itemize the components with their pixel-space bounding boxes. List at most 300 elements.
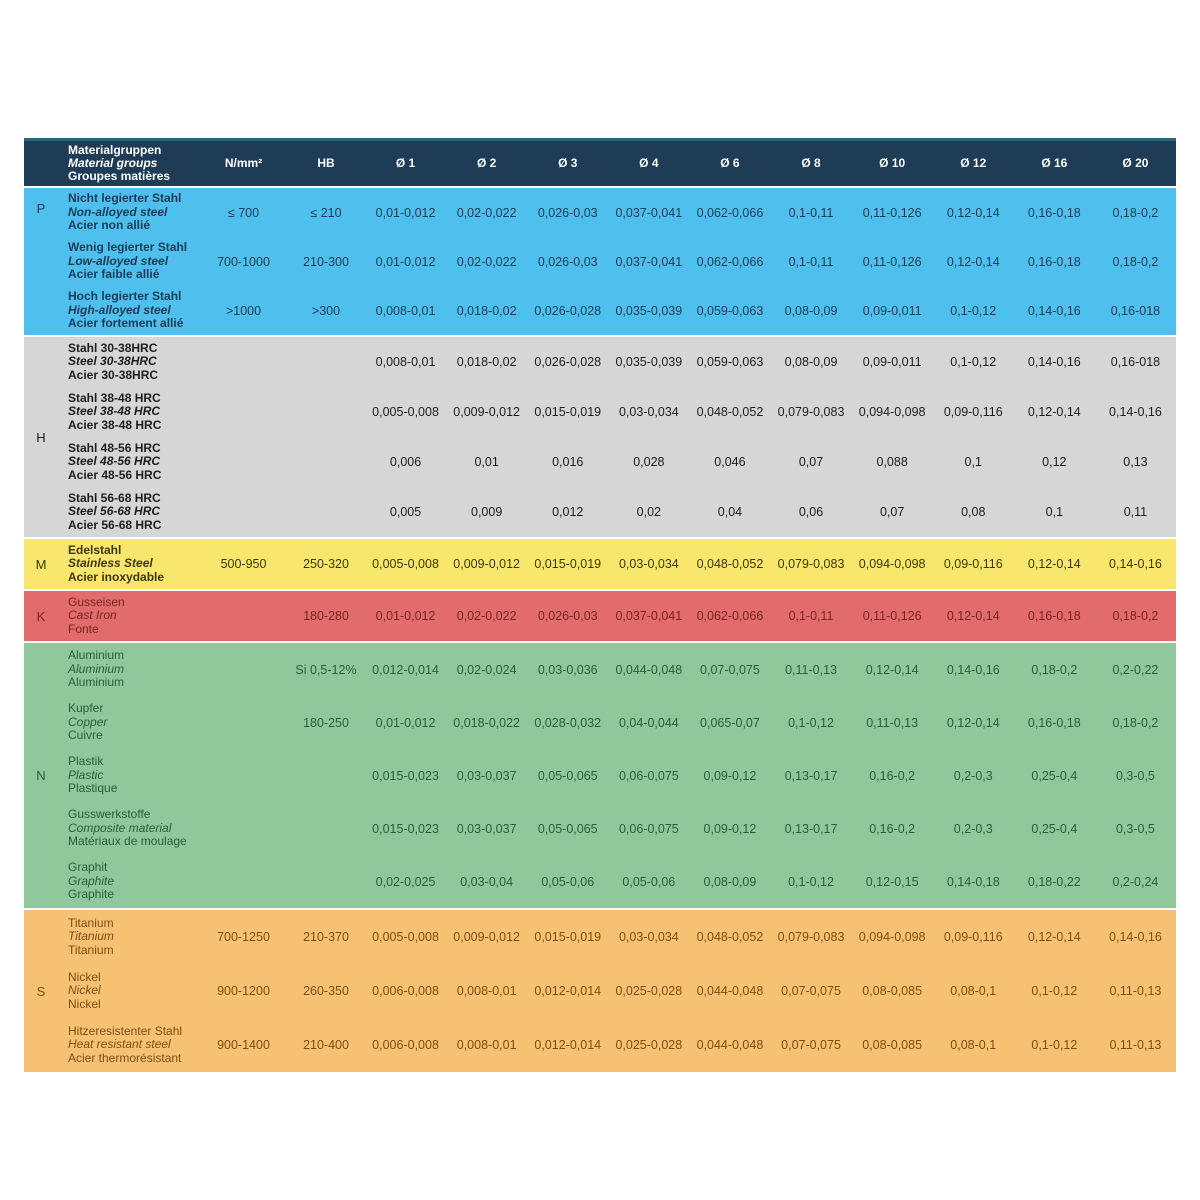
feed-value-cell: 0,18-0,2	[1112, 205, 1159, 220]
col-header-diameter-10: Ø 20	[1122, 156, 1149, 170]
nmm2-value: ≤ 700	[227, 205, 260, 220]
nmm2-value	[200, 387, 287, 437]
feed-value-cell: 0,16-0,18	[1027, 609, 1081, 623]
material-row	[58, 643, 1176, 696]
feed-value-cell: 0,08-0,09	[784, 355, 838, 369]
material-name-en: Steel 48-56 HRC	[68, 454, 161, 469]
feed-value-cell: 0,04	[717, 505, 743, 519]
feed-value-cell: 0,11-0,13	[1109, 1038, 1162, 1052]
col-header-material-line: Materialgruppen	[68, 143, 162, 157]
section-P	[24, 188, 1176, 335]
material-name-en: High-alloyed steel	[68, 302, 171, 317]
material-name-de: Wenig legierter Stahl	[68, 240, 188, 255]
hb-value: 210-370	[303, 930, 349, 944]
feed-value-cell: 0,06-0,075	[618, 768, 679, 783]
feed-value-cell: 0,015-0,023	[372, 768, 439, 783]
material-label	[58, 286, 200, 335]
feed-value-cell: 0,028-0,032	[534, 715, 602, 730]
feed-value-cell: 0,12	[1042, 455, 1067, 469]
feed-value-cell: 0,008-0,01	[375, 303, 436, 318]
feed-value-cell: 0,009-0,012	[453, 930, 520, 944]
material-row	[58, 188, 1176, 237]
section-H	[24, 337, 1176, 537]
feed-value-cell: 0,02-0,025	[375, 874, 436, 889]
feed-value-cell: 0,015-0,019	[534, 405, 602, 419]
material-name-fr: Titanium	[68, 942, 114, 957]
material-name-de: Nickel	[68, 969, 101, 984]
material-row	[58, 749, 1176, 802]
feed-value-cell: 0,1-0,12	[788, 874, 834, 889]
feed-value-cell: 0,03-0,037	[456, 768, 517, 783]
feed-value-cell: 0,1	[1045, 505, 1064, 519]
feed-value-cell: 0,18-0,2	[1112, 609, 1159, 623]
feed-value-cell: 0,11-0,126	[862, 609, 922, 623]
hb-value	[287, 387, 365, 437]
feed-value-cell: 0,05-0,06	[541, 874, 595, 889]
feed-value-cell: 0,035-0,039	[615, 303, 683, 318]
material-cutting-data-table	[24, 138, 1176, 1074]
feed-value-cell: 0,008-0,01	[456, 1038, 517, 1052]
material-row	[58, 910, 1176, 964]
feed-value-cell: 0,08-0,09	[784, 303, 838, 318]
feed-value-cell: 0,009	[471, 505, 503, 519]
feed-value-cell: 0,07-0,075	[700, 662, 760, 677]
material-name-en: Aluminium	[68, 661, 125, 676]
hb-value: 180-280	[303, 609, 349, 623]
feed-value-cell: 0,016	[552, 455, 584, 469]
material-label	[58, 802, 200, 855]
material-label	[58, 749, 200, 802]
feed-value-cell: 0,06-0,075	[618, 821, 679, 836]
feed-value-cell: 0,1-0,11	[788, 254, 834, 269]
feed-value-cell: 0,05-0,06	[622, 874, 676, 889]
material-row	[58, 337, 1176, 387]
hb-value: 180-250	[303, 715, 349, 730]
material-row	[58, 237, 1176, 286]
material-label	[58, 1018, 200, 1072]
feed-value-cell: 0,12-0,14	[1027, 405, 1081, 419]
material-label	[58, 964, 200, 1018]
nmm2-value	[200, 749, 287, 802]
feed-value-cell: 0,07-0,075	[781, 1038, 841, 1052]
feed-value-cell: 0,005-0,008	[372, 405, 439, 419]
feed-value-cell: 0,16-0,2	[869, 768, 916, 783]
feed-value-cell: 0,12-0,14	[946, 715, 1000, 730]
material-name-fr: Acier thermorésistant	[68, 1050, 182, 1065]
feed-value-cell: 0,06	[798, 505, 824, 519]
material-row	[58, 802, 1176, 855]
material-name-de: Gusswerkstoffe	[68, 807, 151, 822]
material-name-de: Aluminium	[68, 648, 125, 663]
nmm2-value: >1000	[225, 303, 262, 318]
nmm2-value	[200, 487, 287, 537]
material-name-fr: Acier fortement allié	[68, 316, 184, 331]
feed-value-cell: 0,14-0,16	[1109, 557, 1162, 571]
feed-value-cell: 0,08	[961, 505, 986, 519]
material-row	[58, 696, 1176, 749]
feed-value-cell: 0,059-0,063	[696, 303, 764, 318]
feed-value-cell: 0,18-0,2	[1031, 662, 1078, 677]
feed-value-cell: 0,1-0,11	[788, 609, 834, 623]
material-name-en: Cast Iron	[68, 608, 117, 623]
material-label	[58, 910, 200, 964]
feed-value-cell: 0,03-0,037	[456, 821, 517, 836]
feed-value-cell: 0,11-0,13	[1109, 984, 1162, 998]
feed-value-cell: 0,065-0,07	[700, 715, 760, 730]
material-name-de: Stahl 38-48 HRC	[68, 390, 161, 405]
feed-value-cell: 0,2-0,22	[1112, 662, 1159, 677]
feed-value-cell: 0,1	[964, 455, 982, 469]
feed-value-cell: 0,18-0,2	[1112, 715, 1159, 730]
feed-value-cell: 0,02-0,024	[456, 662, 517, 677]
feed-value-cell: 0,062-0,066	[696, 609, 764, 623]
feed-value-cell: 0,048-0,052	[696, 557, 764, 571]
hb-value	[287, 337, 365, 387]
material-name-de: Stahl 30-38HRC	[68, 340, 158, 355]
feed-value-cell: 0,079-0,083	[777, 930, 845, 944]
col-header-material-line: Groupes matières	[68, 169, 171, 183]
feed-value-cell: 0,1-0,12	[950, 303, 997, 318]
material-label	[58, 437, 200, 487]
hb-value: 250-320	[303, 557, 349, 571]
material-label	[58, 337, 200, 387]
material-row	[58, 855, 1176, 908]
feed-value-cell: 0,01-0,012	[375, 609, 436, 623]
feed-value-cell: 0,026-0,028	[534, 355, 602, 369]
section-letter-K: K	[36, 608, 46, 624]
feed-value-cell: 0,12-0,14	[1027, 930, 1081, 944]
material-name-de: Stahl 56-68 HRC	[68, 490, 161, 505]
material-row	[58, 591, 1176, 641]
feed-value-cell: 0,11-0,13	[866, 715, 919, 730]
feed-value-cell: 0,16-0,18	[1027, 205, 1081, 220]
feed-value-cell: 0,07	[798, 455, 824, 469]
nmm2-value	[200, 855, 287, 908]
feed-value-cell: 0,015-0,019	[534, 557, 602, 571]
feed-value-cell: 0,026-0,03	[537, 609, 598, 623]
material-name-de: Edelstahl	[68, 542, 122, 557]
material-name-fr: Acier 30-38HRC	[68, 367, 159, 382]
hb-value: 210-300	[303, 254, 349, 269]
feed-value-cell: 0,2-0,3	[953, 821, 993, 836]
material-name-fr: Acier 38-48 HRC	[68, 417, 162, 432]
feed-value-cell: 0,09-0,12	[703, 821, 757, 836]
feed-value-cell: 0,026-0,03	[537, 205, 598, 220]
nmm2-value	[200, 643, 287, 696]
feed-value-cell: 0,16-018	[1110, 355, 1161, 369]
feed-value-cell: 0,048-0,052	[696, 930, 764, 944]
feed-value-cell: 0,012-0,014	[534, 984, 602, 998]
col-header-diameter-8: Ø 12	[960, 156, 987, 170]
nmm2-value	[200, 591, 287, 641]
col-header-hb: HB	[317, 156, 335, 170]
material-row	[58, 387, 1176, 437]
feed-value-cell: 0,006-0,008	[372, 984, 439, 998]
feed-value-cell: 0,044-0,048	[696, 1038, 764, 1052]
feed-value-cell: 0,1-0,12	[1031, 1038, 1078, 1052]
feed-value-cell: 0,009-0,012	[453, 557, 520, 571]
feed-value-cell: 0,08-0,1	[950, 984, 997, 998]
feed-value-cell: 0,03-0,04	[460, 874, 514, 889]
nmm2-value: 700-1000	[217, 254, 270, 269]
material-label	[58, 855, 200, 908]
material-row	[58, 964, 1176, 1018]
material-name-en: Plastic	[68, 767, 104, 782]
feed-value-cell: 0,048-0,052	[696, 405, 764, 419]
section-rows	[58, 591, 1176, 641]
feed-value-cell: 0,01-0,012	[375, 254, 436, 269]
col-header-material-line: Material groups	[68, 156, 158, 170]
section-M	[24, 539, 1176, 589]
feed-value-cell: 0,094-0,098	[858, 557, 926, 571]
feed-value-cell: 0,03-0,036	[537, 662, 598, 677]
feed-value-cell: 0,059-0,063	[696, 355, 764, 369]
feed-value-cell: 0,12-0,15	[865, 874, 919, 889]
feed-value-cell: 0,015-0,023	[372, 821, 439, 836]
feed-value-cell: 0,14-0,16	[1027, 303, 1081, 318]
feed-value-cell: 0,079-0,083	[777, 557, 845, 571]
section-rows	[58, 910, 1176, 1072]
feed-value-cell: 0,25-0,4	[1031, 821, 1078, 836]
material-label	[58, 237, 200, 286]
nmm2-value: 700-1250	[217, 930, 270, 944]
section-rows	[58, 643, 1176, 908]
material-name-de: Kupfer	[68, 701, 104, 716]
material-name-en: Titanium	[68, 929, 114, 944]
feed-value-cell: 0,026-0,03	[537, 254, 598, 269]
feed-value-cell: 0,07	[879, 505, 905, 519]
hb-value	[287, 855, 365, 908]
hb-value: 260-350	[303, 984, 349, 998]
feed-value-cell: 0,046	[714, 455, 746, 469]
hb-value: Si 0,5-12%	[295, 662, 357, 677]
feed-value-cell: 0,015-0,019	[534, 930, 602, 944]
material-row	[58, 286, 1176, 335]
material-name-en: Non-alloyed steel	[68, 204, 168, 219]
material-name-fr: Acier inoxydable	[68, 569, 165, 584]
material-row	[58, 487, 1176, 537]
feed-value-cell: 0,02-0,022	[456, 254, 517, 269]
feed-value-cell: 0,008-0,01	[375, 355, 436, 369]
hb-value: >300	[311, 303, 341, 318]
hb-value: ≤ 210	[310, 205, 342, 220]
nmm2-value	[200, 802, 287, 855]
material-label	[58, 387, 200, 437]
material-label	[58, 487, 200, 537]
hb-value	[287, 749, 365, 802]
feed-value-cell: 0,16-0,18	[1027, 715, 1081, 730]
table-sections	[24, 188, 1176, 1072]
material-name-de: Titanium	[68, 915, 114, 930]
material-label	[58, 591, 200, 641]
feed-value-cell: 0,3-0,5	[1115, 821, 1155, 836]
feed-value-cell: 0,08-0,085	[862, 984, 923, 998]
feed-value-cell: 0,13	[1123, 455, 1148, 469]
col-header-diameter-4: Ø 4	[639, 156, 659, 170]
material-name-en: Steel 38-48 HRC	[68, 404, 161, 419]
feed-value-cell: 0,18-0,2	[1112, 254, 1159, 269]
feed-value-cell: 0,11-0,13	[785, 662, 837, 677]
material-name-en: Low-alloyed steel	[68, 253, 169, 268]
section-rows	[58, 539, 1176, 589]
feed-value-cell: 0,088	[876, 455, 908, 469]
feed-value-cell: 0,1-0,12	[950, 355, 997, 369]
section-S	[24, 910, 1176, 1072]
feed-value-cell: 0,16-018	[1110, 303, 1161, 318]
nmm2-value	[200, 696, 287, 749]
feed-value-cell: 0,13-0,17	[784, 768, 838, 783]
feed-value-cell: 0,01	[474, 455, 499, 469]
section-letter-S: S	[36, 983, 46, 999]
feed-value-cell: 0,08-0,1	[950, 1038, 997, 1052]
feed-value-cell: 0,16-0,2	[869, 821, 916, 836]
material-name-fr: Acier 56-68 HRC	[68, 517, 162, 532]
material-name-en: Copper	[68, 714, 108, 729]
hb-value	[287, 487, 365, 537]
feed-value-cell: 0,1-0,11	[788, 205, 834, 220]
feed-value-cell: 0,14-0,16	[1027, 355, 1081, 369]
feed-value-cell: 0,01-0,012	[375, 715, 436, 730]
material-name-en: Steel 56-68 HRC	[68, 504, 161, 519]
feed-value-cell: 0,08-0,085	[862, 1038, 923, 1052]
material-label	[58, 696, 200, 749]
feed-value-cell: 0,03-0,034	[618, 405, 679, 419]
feed-value-cell: 0,2-0,24	[1112, 874, 1159, 889]
material-name-fr: Matériaux de moulage	[68, 834, 187, 849]
feed-value-cell: 0,037-0,041	[615, 205, 683, 220]
feed-value-cell: 0,006-0,008	[372, 1038, 439, 1052]
feed-value-cell: 0,012-0,014	[534, 1038, 602, 1052]
feed-value-cell: 0,09-0,116	[943, 405, 1003, 419]
material-row	[58, 539, 1176, 589]
feed-value-cell: 0,3-0,5	[1115, 768, 1155, 783]
material-name-fr: Nickel	[68, 996, 101, 1011]
material-name-fr: Cuivre	[68, 728, 103, 743]
material-name-de: Hitzeresistenter Stahl	[68, 1023, 183, 1038]
feed-value-cell: 0,2-0,3	[953, 768, 993, 783]
col-header-diameter-9: Ø 16	[1041, 156, 1068, 170]
feed-value-cell: 0,09-0,116	[943, 930, 1003, 944]
col-header-diameter-5: Ø 6	[720, 156, 740, 170]
material-name-en: Composite material	[68, 820, 172, 835]
material-name-fr: Acier non allié	[68, 218, 151, 233]
col-header-diameter-3: Ø 3	[558, 156, 578, 170]
material-name-de: Graphit	[68, 860, 108, 875]
material-name-fr: Fonte	[68, 621, 99, 636]
feed-value-cell: 0,02-0,022	[456, 609, 517, 623]
feed-value-cell: 0,012-0,014	[372, 662, 439, 677]
material-name-fr: Plastique	[68, 781, 118, 796]
material-label	[58, 643, 200, 696]
feed-value-cell: 0,11-0,126	[862, 254, 922, 269]
feed-value-cell: 0,25-0,4	[1031, 768, 1078, 783]
hb-value	[287, 802, 365, 855]
feed-value-cell: 0,02	[636, 505, 662, 519]
nmm2-value: 900-1200	[217, 984, 270, 998]
col-header-nmm2: N/mm²	[224, 156, 263, 170]
col-header-diameter-1: Ø 1	[395, 156, 416, 170]
col-header-diameter-7: Ø 10	[879, 156, 906, 170]
nmm2-value: 900-1400	[217, 1038, 270, 1052]
feed-value-cell: 0,11-0,126	[862, 205, 922, 220]
feed-value-cell: 0,14-0,18	[946, 874, 1000, 889]
feed-value-cell: 0,12-0,14	[946, 254, 1000, 269]
section-letter-P: P	[36, 201, 46, 216]
feed-value-cell: 0,12-0,14	[946, 609, 1000, 623]
material-name-fr: Acier faible allié	[68, 267, 160, 282]
feed-value-cell: 0,09-0,116	[943, 557, 1003, 571]
feed-value-cell: 0,009-0,012	[453, 405, 520, 419]
feed-value-cell: 0,062-0,066	[696, 254, 764, 269]
col-header-material	[24, 141, 200, 186]
material-label	[58, 188, 200, 237]
material-row	[58, 1018, 1176, 1072]
material-name-fr: Aluminium	[68, 675, 125, 690]
feed-value-cell: 0,012	[552, 505, 584, 519]
feed-value-cell: 0,006	[389, 455, 422, 469]
feed-value-cell: 0,037-0,041	[615, 254, 683, 269]
feed-value-cell: 0,035-0,039	[615, 355, 683, 369]
feed-value-cell: 0,094-0,098	[858, 930, 926, 944]
feed-value-cell: 0,005-0,008	[372, 557, 439, 571]
feed-value-cell: 0,008-0,01	[456, 984, 517, 998]
section-letter-H: H	[36, 429, 46, 445]
hb-value: 210-400	[303, 1038, 349, 1052]
feed-value-cell: 0,09-0,12	[703, 768, 757, 783]
feed-value-cell: 0,018-0,02	[456, 303, 517, 318]
material-name-de: Nicht legierter Stahl	[68, 191, 182, 206]
material-name-fr: Graphite	[68, 887, 115, 902]
section-K	[24, 591, 1176, 641]
material-name-en: Nickel	[68, 983, 101, 998]
feed-value-cell: 0,044-0,048	[615, 662, 683, 677]
feed-value-cell: 0,09-0,011	[862, 303, 922, 318]
feed-value-cell: 0,11	[1123, 505, 1148, 519]
material-name-de: Stahl 48-56 HRC	[68, 440, 161, 455]
nmm2-value: 500-950	[220, 557, 267, 571]
col-header-diameter-2: Ø 2	[476, 156, 497, 170]
feed-value-cell: 0,04-0,044	[618, 715, 679, 730]
feed-value-cell: 0,18-0,22	[1027, 874, 1081, 889]
feed-value-cell: 0,01-0,012	[375, 205, 436, 220]
feed-value-cell: 0,079-0,083	[777, 405, 845, 419]
section-N	[24, 643, 1176, 908]
feed-value-cell: 0,02-0,022	[456, 205, 517, 220]
feed-value-cell: 0,14-0,16	[1109, 405, 1162, 419]
feed-value-cell: 0,018-0,022	[453, 715, 520, 730]
feed-value-cell: 0,09-0,011	[862, 355, 922, 369]
feed-value-cell: 0,026-0,028	[534, 303, 602, 318]
feed-value-cell: 0,094-0,098	[858, 405, 926, 419]
section-letter-M: M	[35, 556, 47, 572]
feed-value-cell: 0,12-0,14	[865, 662, 919, 677]
material-name-en: Heat resistant steel	[68, 1037, 171, 1052]
feed-value-cell: 0,1-0,12	[1031, 984, 1078, 998]
feed-value-cell: 0,062-0,066	[696, 205, 764, 220]
feed-value-cell: 0,03-0,034	[618, 557, 679, 571]
feed-value-cell: 0,13-0,17	[784, 821, 838, 836]
feed-value-cell: 0,018-0,02	[456, 355, 517, 369]
feed-value-cell: 0,07-0,075	[781, 984, 841, 998]
feed-value-cell: 0,14-0,16	[1109, 930, 1162, 944]
feed-value-cell: 0,005-0,008	[372, 930, 439, 944]
material-name-en: Graphite	[68, 873, 115, 888]
material-name-de: Gusseisen	[68, 594, 125, 609]
material-row	[58, 437, 1176, 487]
feed-value-cell: 0,025-0,028	[615, 1038, 683, 1052]
feed-value-cell: 0,03-0,034	[618, 930, 679, 944]
material-name-en: Stainless Steel	[68, 556, 153, 571]
